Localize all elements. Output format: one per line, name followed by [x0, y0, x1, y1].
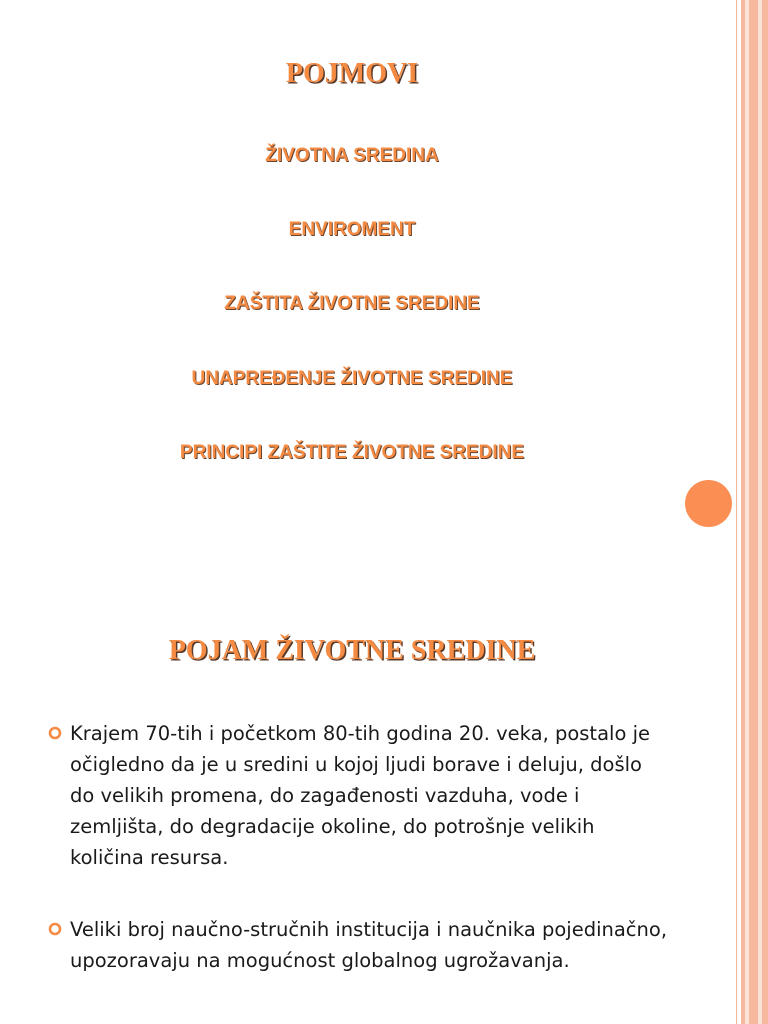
decorative-circle	[685, 480, 732, 527]
decorative-stripe-band	[745, 0, 749, 540]
decorative-line	[736, 0, 737, 540]
term-item: ŽIVOTNA SREDINA	[265, 145, 439, 166]
decorative-stripe-band	[758, 0, 762, 540]
slide-pojam-zivotne-sredine	[0, 540, 768, 1024]
bullet-paragraph: Krajem 70-tih i početkom 80-tih godina 20. veka, postalo je očigledno da je u sredini u kojoj ljudi borave i deluju, došlo do velikih promena, do zagađenosti vazduha, vode i zemljišta, do degradacije okoline, do potrošnje velikih količina resursa.	[70, 722, 650, 869]
decorative-stripe	[741, 0, 768, 540]
term-item: UNAPREĐENJE ŽIVOTNE SREDINE	[191, 368, 513, 389]
decorative-stripe-band	[745, 540, 749, 1024]
ring-bullet-icon	[48, 726, 62, 740]
term-item: ZAŠTITA ŽIVOTNE SREDINE	[224, 293, 480, 314]
bullet-paragraph: Veliki broj naučno-stručnih institucija i naučnika pojedinačno, upozoravaju na mogućnost globalnog ugrožavanja.	[70, 918, 668, 972]
slide-title: POJAM ŽIVOTNE SREDINE	[168, 635, 536, 666]
term-item: PRINCIPI ZAŠTITE ŽIVOTNE SREDINE	[179, 442, 525, 463]
slide-title: POJMOVI	[285, 58, 419, 89]
ring-bullet-icon	[48, 922, 62, 936]
term-item: ENVIROMENT	[288, 219, 416, 240]
decorative-stripe	[741, 540, 768, 1024]
decorative-stripe-band	[758, 540, 762, 1024]
decorative-line	[736, 540, 737, 1024]
